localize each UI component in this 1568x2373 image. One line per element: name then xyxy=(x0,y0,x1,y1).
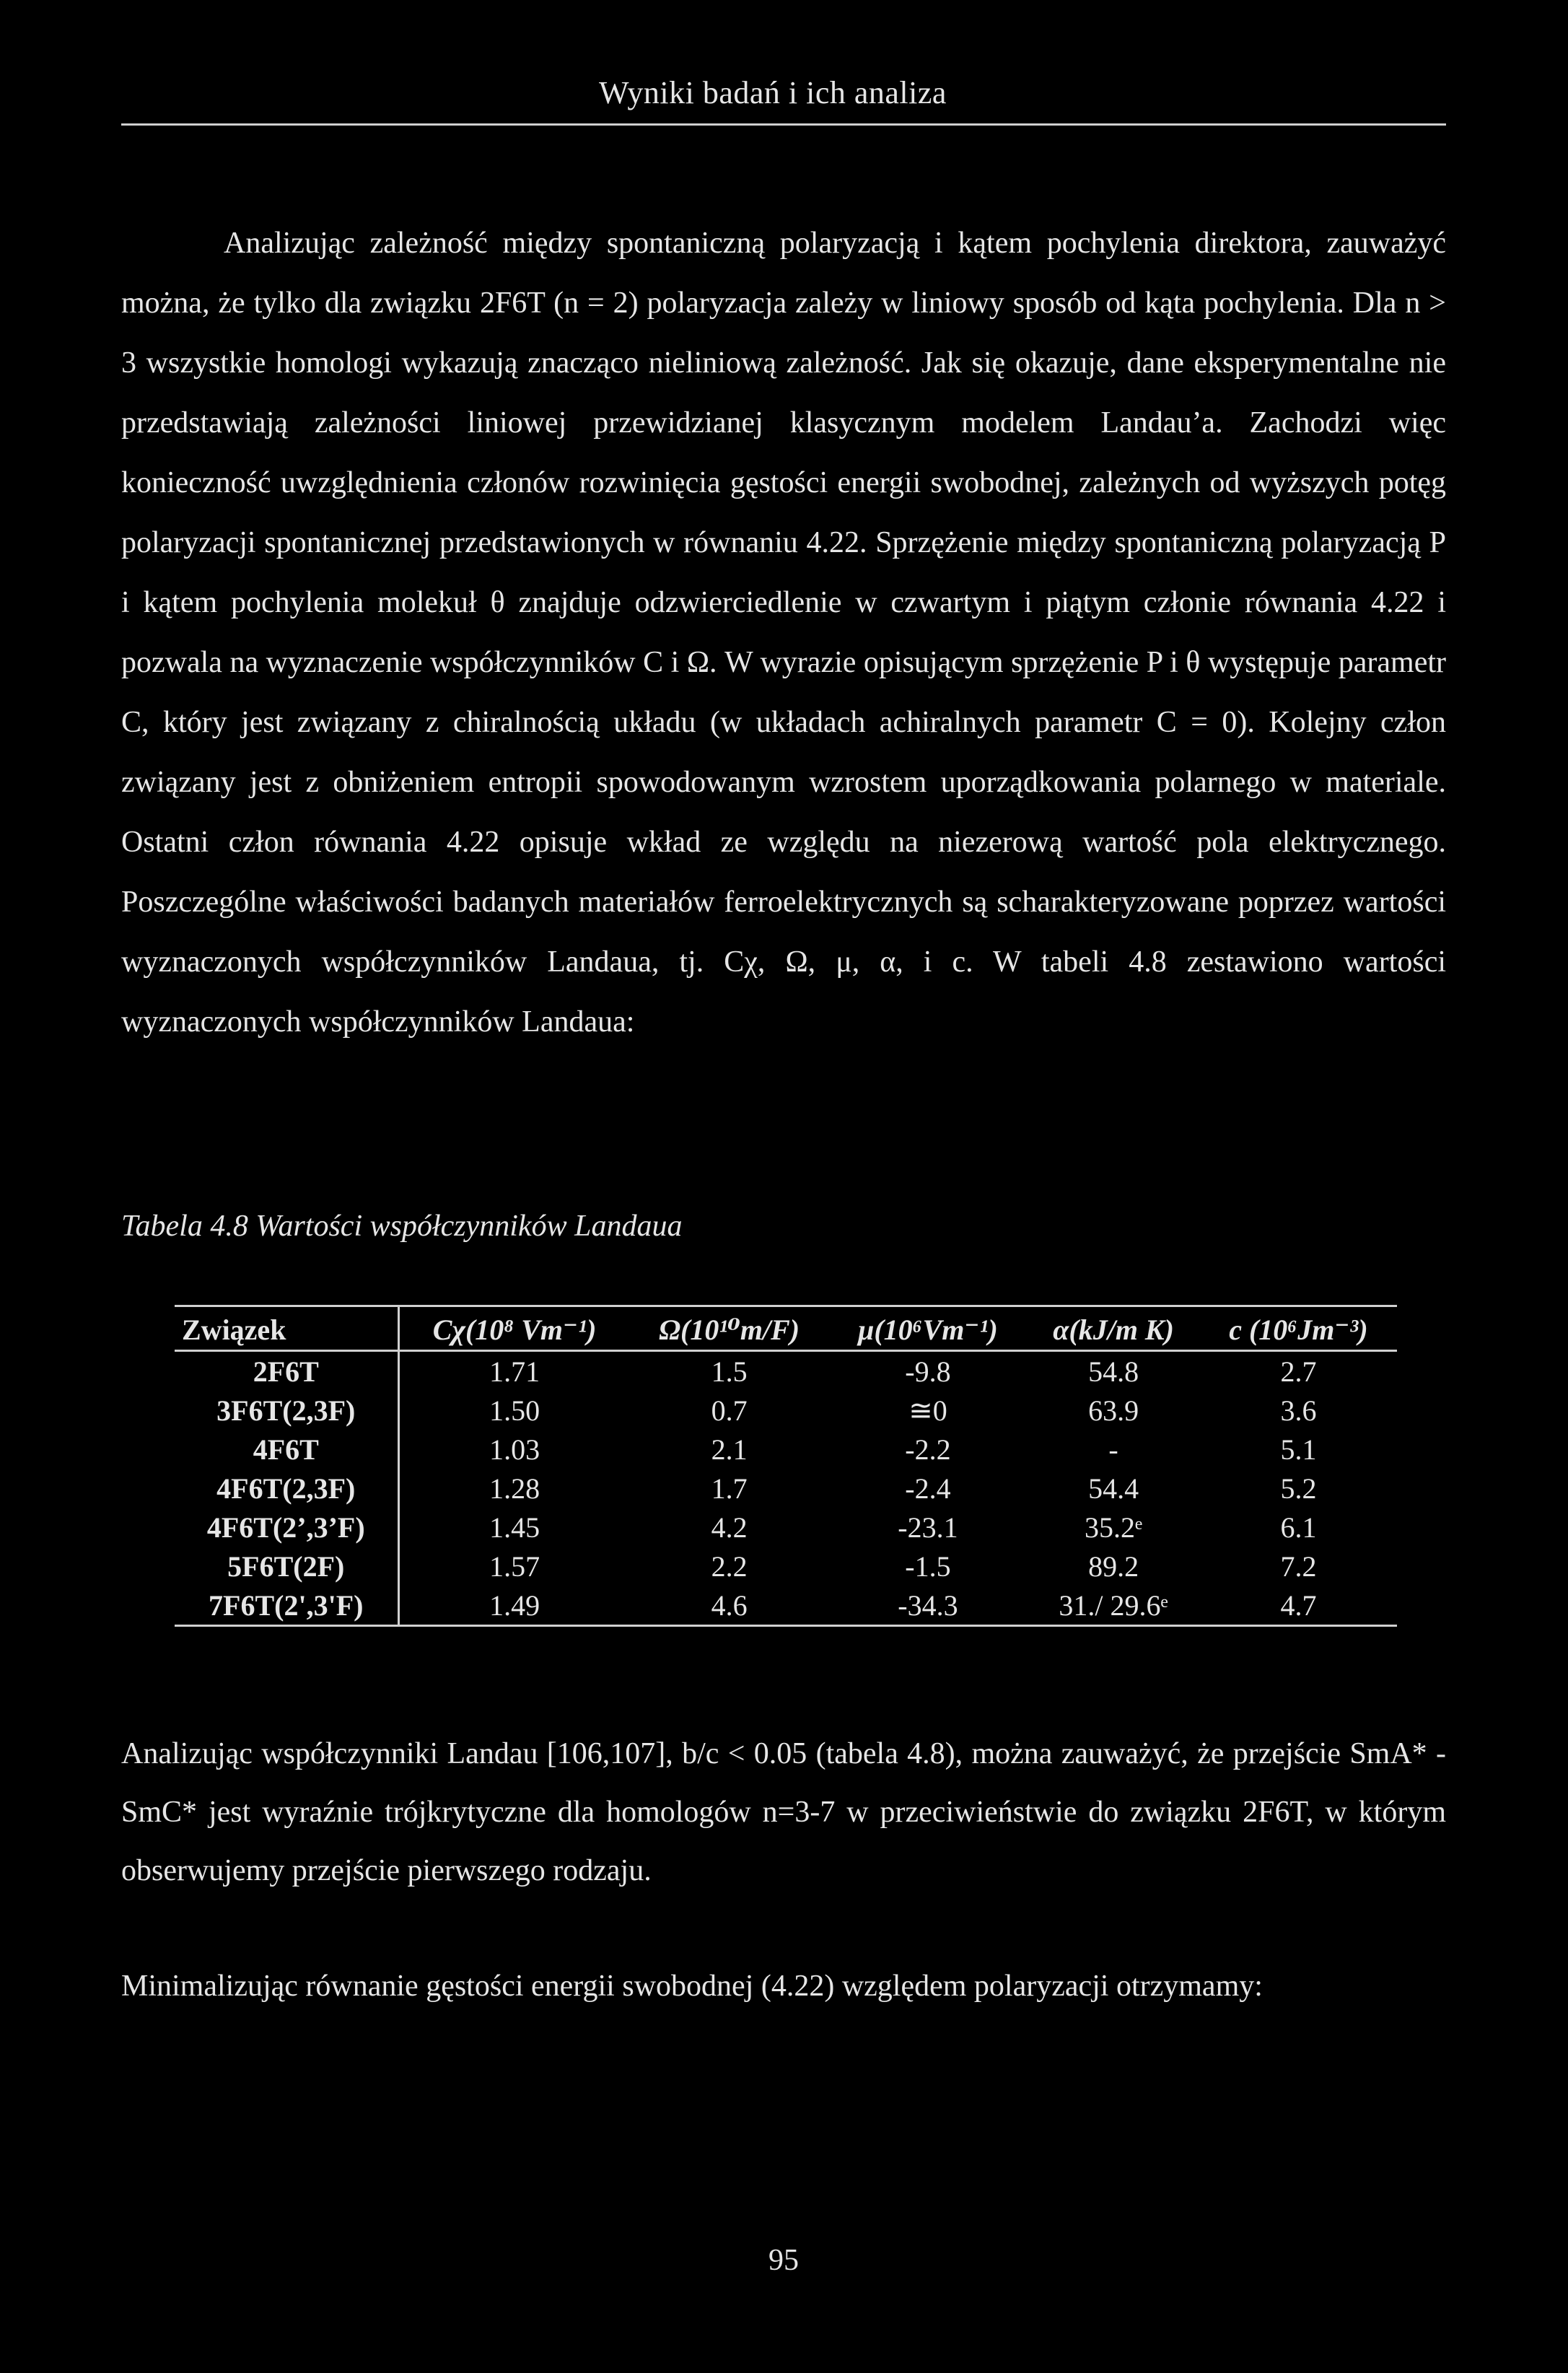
table-cell: -34.3 xyxy=(829,1586,1028,1626)
table-cell: 6.1 xyxy=(1280,1511,1317,1544)
compound-cell: 3F6T(2,3F) xyxy=(175,1391,398,1430)
table-row xyxy=(175,1586,1397,1626)
table-header-row xyxy=(175,1306,1397,1351)
landau-coefficients-table-wrap xyxy=(175,1305,1397,1627)
compound-cell: 4F6T(2,3F) xyxy=(175,1469,398,1508)
table-cell: 1.45 xyxy=(489,1511,540,1544)
table-cell: 35.2ᵉ xyxy=(1084,1511,1143,1544)
table-cell: 1.03 xyxy=(489,1433,540,1466)
table-cell: -23.1 xyxy=(898,1511,958,1544)
table-cell: 4.7 xyxy=(1200,1586,1397,1626)
table-cell: 3.6 xyxy=(1280,1394,1317,1427)
paragraph-minimization: Minimalizując równanie gęstości energii swobodnej (4.22) względem polaryzacji otrzymamy: xyxy=(121,1970,1263,2003)
table-cell: 89.2 xyxy=(1088,1550,1139,1583)
table-caption: Tabela 4.8 Wartości współczynników Landaua xyxy=(121,1210,683,1243)
table-row xyxy=(175,1508,1397,1547)
table-cell: -2.2 xyxy=(905,1433,951,1466)
table-cell: -1.5 xyxy=(905,1550,951,1583)
table-cell: 0.7 xyxy=(711,1394,748,1427)
compound-cell: 2F6T xyxy=(175,1351,398,1391)
column-header: α(kJ/m K) xyxy=(1027,1306,1200,1351)
table-cell: 1.7 xyxy=(711,1472,748,1505)
table-cell: 2.2 xyxy=(711,1550,748,1583)
column-header: μ(10⁶Vm⁻¹) xyxy=(829,1306,1028,1351)
table-cell: 2.7 xyxy=(1280,1355,1317,1388)
table-cell: 1.71 xyxy=(489,1355,540,1388)
table-cell: - xyxy=(1108,1433,1118,1466)
table-cell: 5.1 xyxy=(1280,1433,1317,1466)
compound-cell: 4F6T(2’,3’F) xyxy=(175,1508,398,1547)
table-cell: 63.9 xyxy=(1088,1394,1139,1427)
header-rule xyxy=(121,123,1446,126)
table-cell: 54.8 xyxy=(1088,1355,1139,1388)
running-header: Wyniki badań i ich analiza xyxy=(599,75,947,110)
table-cell: 1.5 xyxy=(711,1355,748,1388)
paragraph-tricritical-transition: Analizując współczynniki Landau [106,107], b/c < 0.05 (tabela 4.8), można zauważyć, że przejście SmA* - SmC* jest wyraźnie trójkrytyczne dla homologów n=3-7 w przeciwieństwie do związku 2F6T, w którym obserwujemy przejście pierwszego rodzaju. xyxy=(121,1737,1446,1887)
table-row xyxy=(175,1391,1397,1430)
table-cell: 54.4 xyxy=(1088,1472,1139,1505)
paragraph-landau-analysis: Analizując zależność między spontaniczną polaryzacją i kątem pochylenia direktora, zauważyć można, że tylko dla związku 2F6T (n = 2) polaryzacja zależy w liniowy sposób od kąta pochylenia. Dla n > 3 wszystkie homologi wykazują znacząco nieliniową zależność. Jak się okazuje, dane eksperymentalne nie przedstawiają zależności liniowej przewidzianej klasycznym modelem Landau’a. Zachodzi więc konieczność uwzględnienia członów rozwinięcia gęstości energii swobodnej, zależnych od wyższych potęg polaryzacji spontanicznej przedstawionych w równaniu 4.22. Sprzężenie między spontaniczną polaryzacją P i kątem pochylenia molekuł θ znajduje odzwierciedlenie w czwartym i piątym członie równania 4.22 i pozwala na wyznaczenie współczynników C i Ω. W wyrazie opisującym sprzężenie P i θ występuje parametr C, który jest związany z chiralnością układu (w układach achiralnych parametr C = 0). Kolejny człon związany jest z obniżeniem entropii spowodowanym wzrostem uporządkowania polarnego w materiale. Ostatni człon równania 4.22 opisuje wkład ze względu na niezerową wartość pola elektrycznego. Poszczególne właściwości badanych materiałów ferroelektrycznych są scharakteryzowane poprzez wartości wyznaczonych współczynników Landaua, tj. Cχ, Ω, μ, α, i c. W tabeli 4.8 zestawiono wartości wyznaczonych współczynników Landaua: xyxy=(121,227,1446,1039)
table-row xyxy=(175,1430,1397,1469)
table-row xyxy=(175,1351,1397,1391)
table-cell: ≅0 xyxy=(908,1394,947,1427)
page-number: 95 xyxy=(768,2244,799,2277)
table-cell: 1.49 xyxy=(398,1586,630,1626)
column-header: c (10⁶Jm⁻³) xyxy=(1200,1306,1397,1351)
table-cell: 31./ 29.6ᵉ xyxy=(1027,1586,1200,1626)
compound-cell: 5F6T(2F) xyxy=(175,1547,398,1586)
table-cell: 7.2 xyxy=(1280,1550,1317,1583)
table-cell: 1.28 xyxy=(489,1472,540,1505)
column-header: Ω(10¹⁰m/F) xyxy=(630,1306,829,1351)
table-cell: 1.57 xyxy=(489,1550,540,1583)
table-row xyxy=(175,1547,1397,1586)
table-cell: 4.2 xyxy=(711,1511,748,1544)
column-header: Cχ(10⁸ Vm⁻¹) xyxy=(398,1306,630,1351)
compound-cell: 7F6T(2',3'F) xyxy=(175,1586,398,1626)
table-cell: 1.50 xyxy=(489,1394,540,1427)
column-header: Związek xyxy=(175,1306,398,1351)
table-cell: -9.8 xyxy=(905,1355,951,1388)
table-cell: 5.2 xyxy=(1280,1472,1317,1505)
landau-coefficients-table xyxy=(175,1305,1397,1627)
compound-cell: 4F6T xyxy=(175,1430,398,1469)
table-cell: -2.4 xyxy=(905,1472,951,1505)
table-cell: 4.6 xyxy=(630,1586,829,1626)
table-cell: 2.1 xyxy=(711,1433,748,1466)
table-row xyxy=(175,1469,1397,1508)
